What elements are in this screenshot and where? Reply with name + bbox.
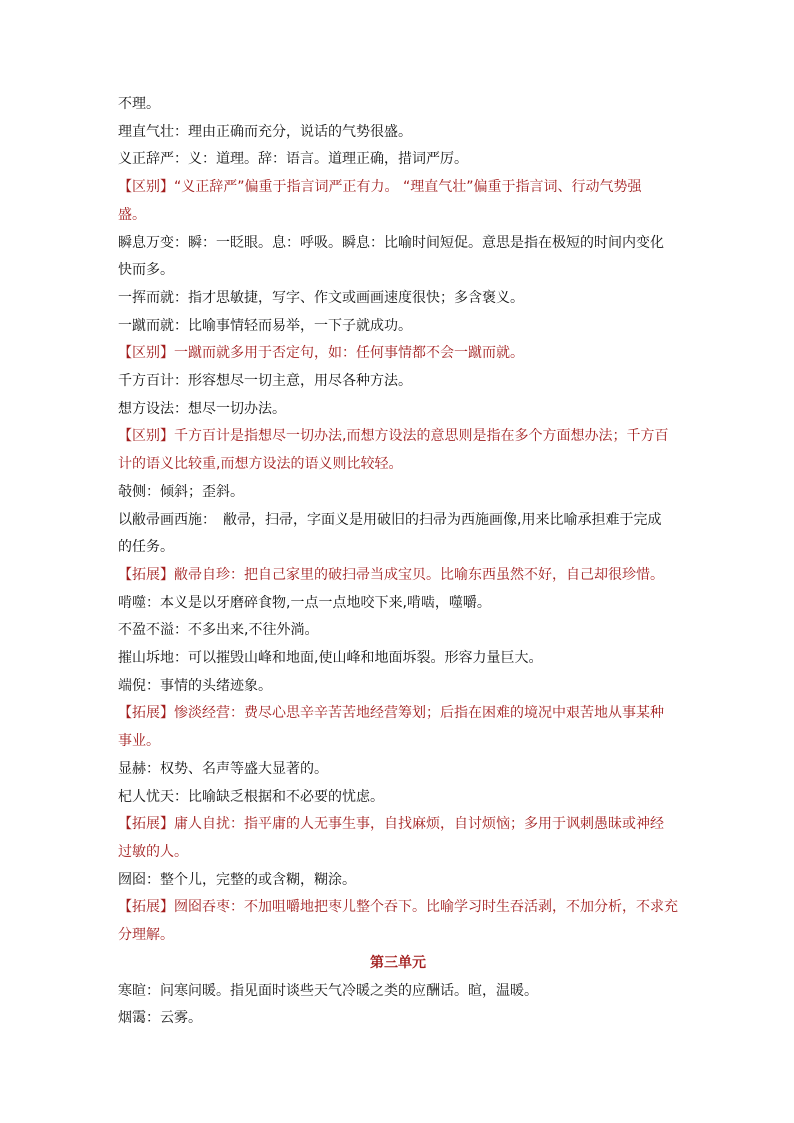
extension-note: 【拓展】庸人自扰：指平庸的人无事生事，自找麻烦，自讨烦恼；多用于讽刺愚昧或神经: [118, 816, 664, 833]
extension-note: 分理解。: [118, 927, 174, 944]
definition-line: 一挥而就：指才思敏捷，写字、作文或画画速度很快；多含褒义。: [118, 289, 524, 306]
definition-line: 囫囵：整个儿，完整的或含糊，糊涂。: [118, 871, 356, 888]
definition-line: 摧山坼地：可以摧毁山峰和地面,使山峰和地面坼裂。形容力量巨大。: [118, 650, 543, 667]
definition-line: 一蹴而就：比喻事情轻而易举，一下子就成功。: [118, 317, 412, 334]
distinction-note: 【区别】“义正辞严”偏重于指言词严正有力。 “理直气壮”偏重于指言词、行动气势强: [118, 179, 642, 196]
definition-line: 不盈不溢：不多出来,不往外淌。: [118, 622, 319, 639]
definition-line: 义正辞严：义：道理。辞：语言。道理正确，措词严厉。: [118, 151, 468, 168]
distinction-note: 【区别】千方百计是指想尽一切办法,而想方设法的意思则是指在多个方面想办法；千方百: [118, 428, 669, 445]
definition-line: 千方百计：形容想尽一切主意，用尽各种方法。: [118, 373, 412, 390]
definition-line: 显赫：权势、名声等盛大显著的。: [118, 760, 328, 777]
definition-line: 快而多。: [118, 262, 174, 279]
extension-note: 【拓展】敝帚自珍：把自己家里的破扫帚当成宝贝。比喻东西虽然不好，自己却很珍惜。: [118, 566, 664, 583]
text-line: 不理。: [118, 96, 160, 112]
distinction-note: 计的语义比较重,而想方设法的语义则比较轻。: [118, 456, 403, 473]
distinction-note: 【区别】一蹴而就多用于否定句，如：任何事情都不会一蹴而就。: [118, 345, 524, 362]
extension-note: 过敏的人。: [118, 843, 188, 860]
definition-line: 寒暄：问寒问暖。指见面时谈些天气冷暖之类的应酬话。暄，温暖。: [118, 982, 538, 999]
definition-line: 烟霭：云雾。: [118, 1010, 202, 1027]
definition-line: 杞人忧天：比喻缺乏根据和不必要的忧虑。: [118, 788, 384, 805]
distinction-note: 盛。: [118, 206, 146, 223]
definition-line: 啃噬：本义是以牙磨碎食物,一点一点地咬下来,啃啮，噬嚼。: [118, 594, 491, 611]
definition-line: 的任务。: [118, 539, 174, 556]
extension-note: 【拓展】惨淡经营：费尽心思辛辛苦苦地经营筹划；后指在困难的境况中艰苦地从事某种: [118, 705, 664, 722]
definition-line: 攲侧：倾斜；歪斜。: [118, 483, 244, 500]
definition-line: 瞬息万变：瞬：一眨眼。息：呼吸。瞬息：比喻时间短促。意思是指在极短的时间内变化: [118, 234, 664, 251]
extension-note: 事业。: [118, 733, 160, 750]
definition-line: 理直气壮：理由正确而充分，说话的气势很盛。: [118, 123, 412, 140]
definition-line: 想方设法：想尽一切办法。: [118, 400, 286, 417]
document-body: [118, 91, 678, 1033]
section-heading: 第三单元: [370, 954, 426, 971]
definition-line: 端倪：事情的头绪迹象。: [118, 677, 272, 694]
extension-note: 【拓展】囫囵吞枣：不加咀嚼地把枣儿整个吞下。比喻学习时生吞活剥，不加分析，不求充: [118, 899, 678, 916]
definition-line: 以敝帚画西施： 敝帚，扫帚，字面义是用破旧的扫帚为西施画像,用来比喻承担难于完成: [118, 511, 662, 528]
